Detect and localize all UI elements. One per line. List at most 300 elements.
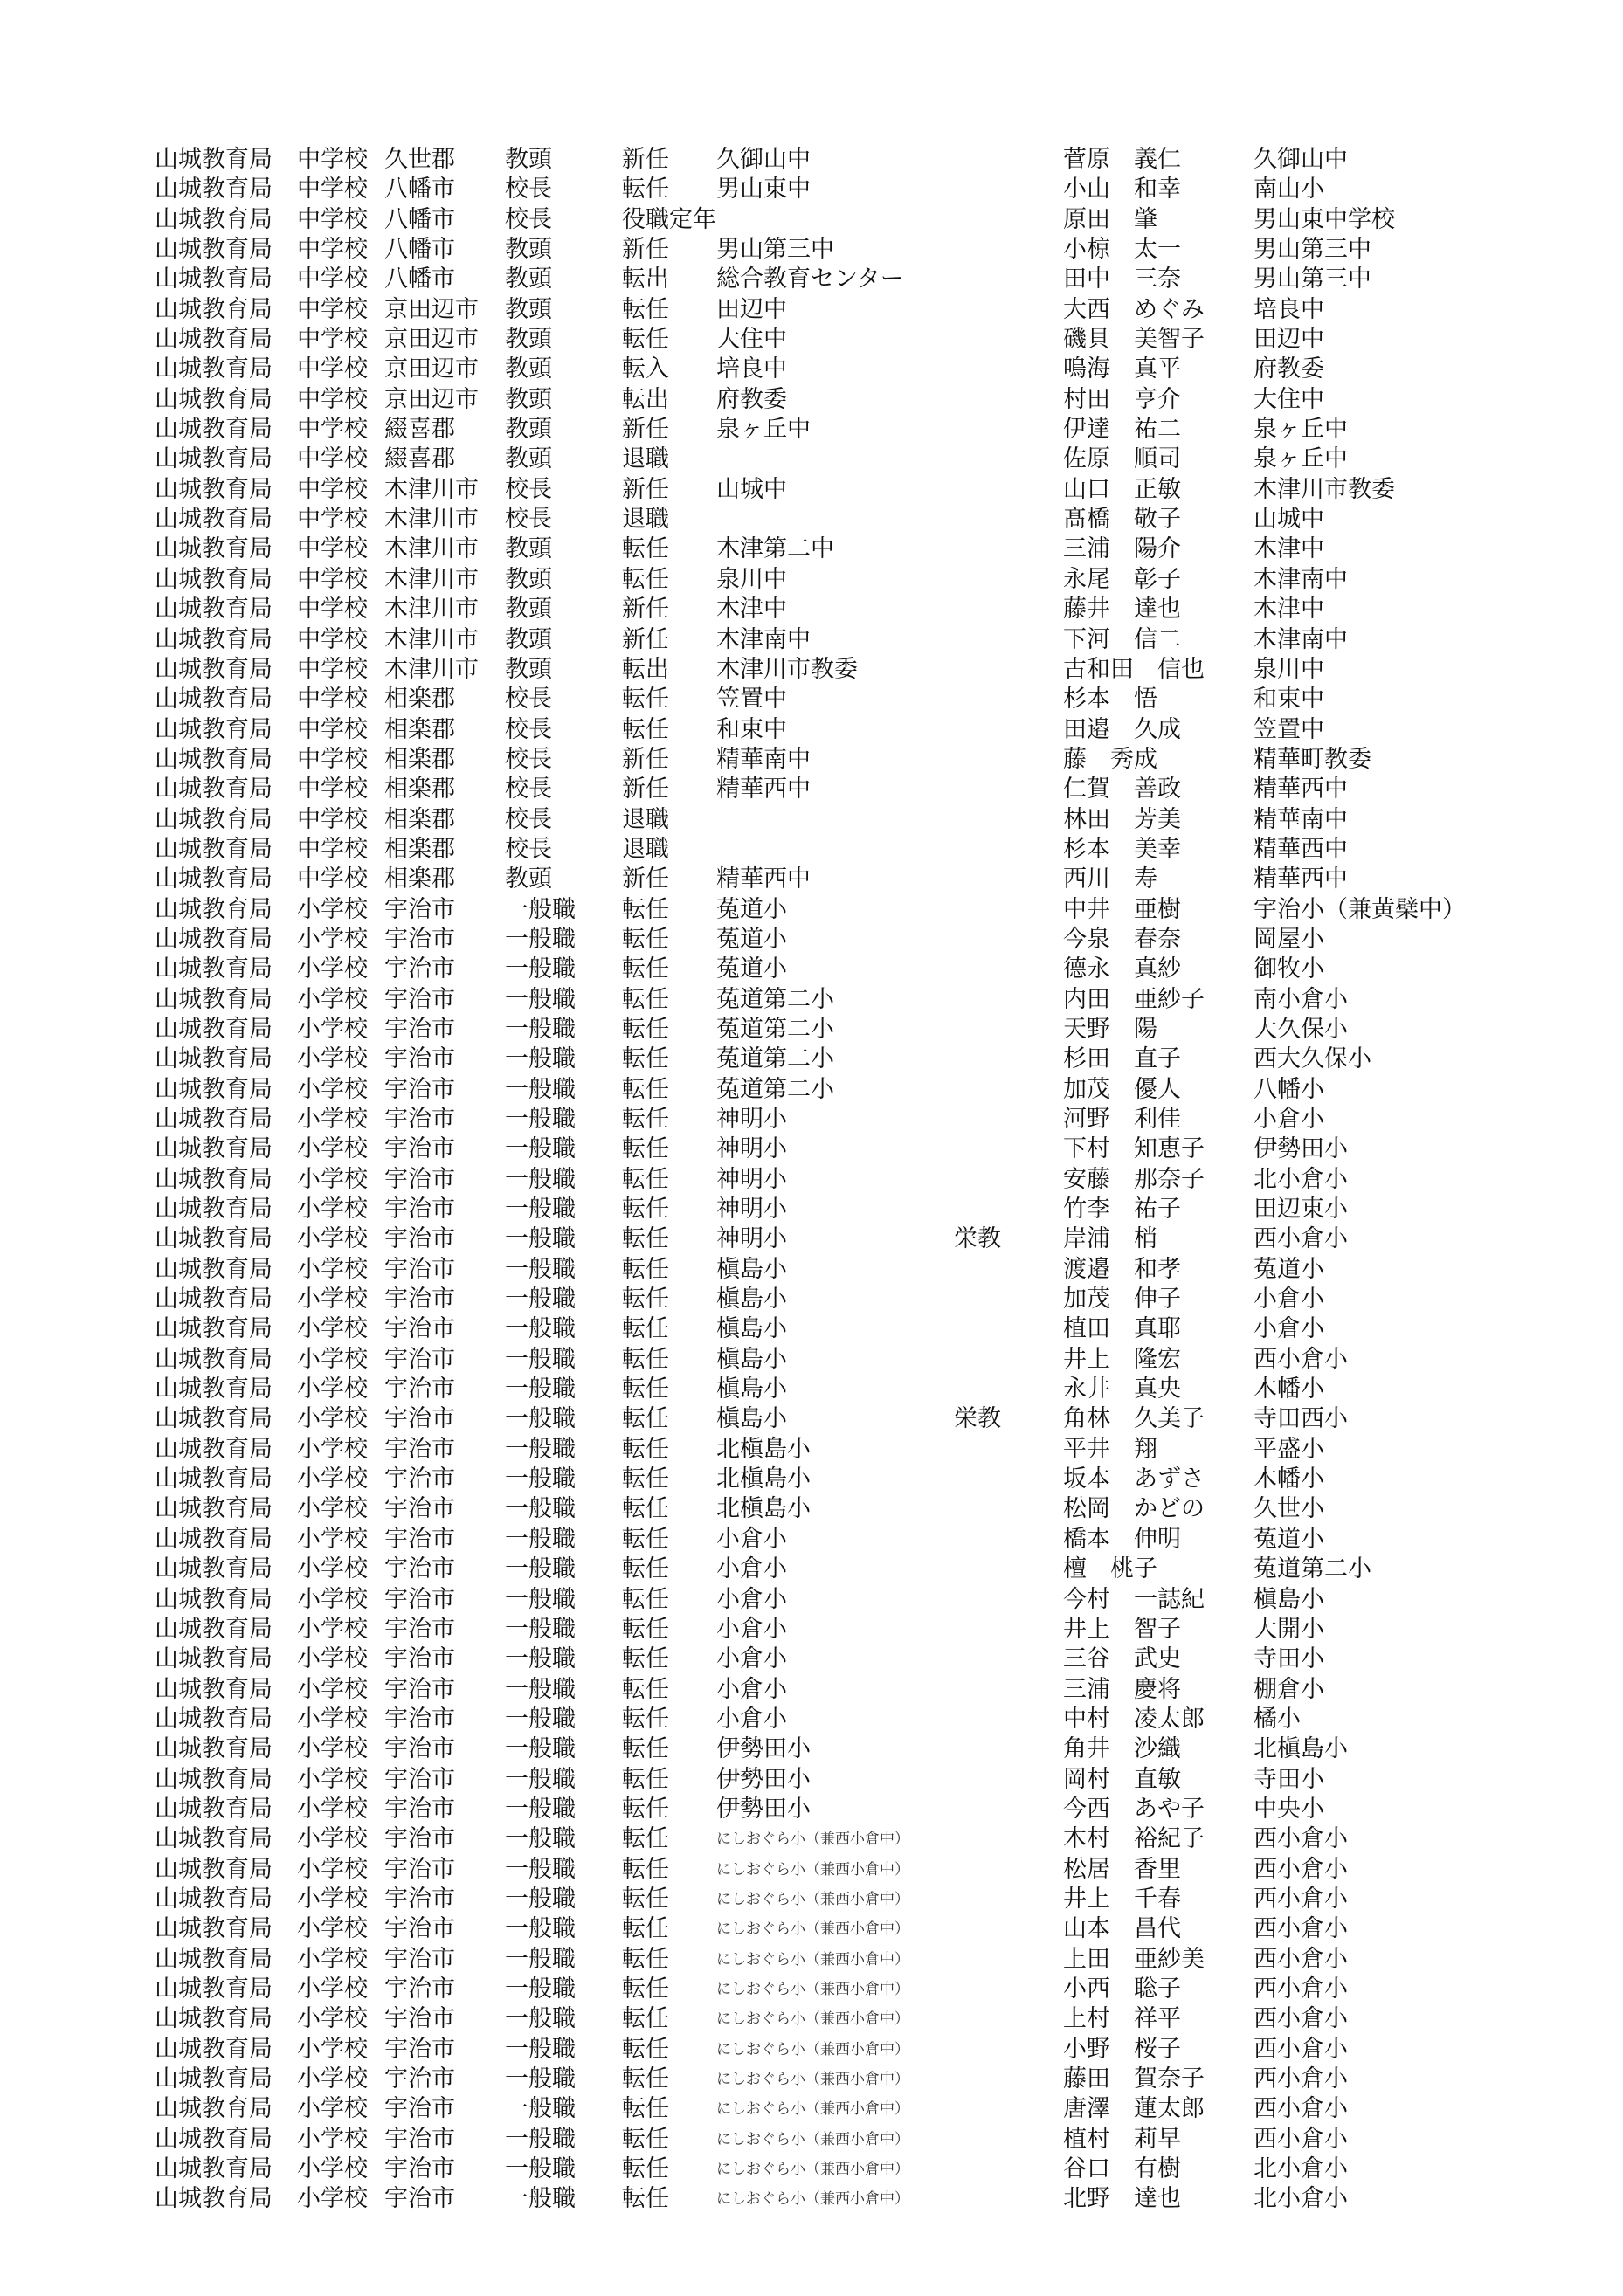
cell-area: 八幡市 [384, 205, 455, 233]
cell-change-type: 転任 [622, 1376, 669, 1403]
cell-bureau: 山城教育局 [155, 385, 273, 413]
cell-bureau: 山城教育局 [155, 1885, 273, 1913]
cell-school-level: 中学校 [297, 686, 368, 714]
table-row [0, 1705, 1623, 1734]
cell-previous-post: 寺田小 [1254, 1765, 1324, 1793]
cell-new-post: 神明小 [716, 1196, 787, 1224]
table-row [0, 1165, 1623, 1195]
table-row [0, 2065, 1623, 2094]
cell-position: 一般職 [505, 1015, 576, 1043]
cell-bureau: 山城教育局 [155, 1376, 273, 1403]
table-row [0, 2155, 1623, 2184]
cell-school-level: 中学校 [297, 535, 368, 563]
cell-area: 宇治市 [384, 1735, 455, 1763]
cell-change-type: 転任 [622, 895, 669, 923]
cell-name: 松居 香里 [1063, 1855, 1181, 1883]
cell-change-type: 転任 [622, 1465, 669, 1493]
cell-bureau: 山城教育局 [155, 295, 273, 323]
table-row [0, 295, 1623, 325]
cell-new-post: 小倉小 [716, 1645, 787, 1673]
cell-position: 校長 [505, 805, 552, 833]
cell-area: 木津川市 [384, 475, 479, 503]
cell-position: 校長 [505, 835, 552, 863]
cell-area: 綴喜郡 [384, 445, 455, 473]
cell-area: 宇治市 [384, 1915, 455, 1943]
cell-previous-post: 男山第三中 [1254, 236, 1371, 264]
cell-position: 一般職 [505, 1855, 576, 1883]
cell-area: 木津川市 [384, 596, 479, 624]
cell-bureau: 山城教育局 [155, 1675, 273, 1703]
table-row [0, 355, 1623, 384]
cell-position: 一般職 [505, 1405, 576, 1433]
cell-school-level: 小学校 [297, 1165, 368, 1193]
cell-previous-post: 木津中 [1254, 596, 1324, 624]
table-row [0, 1734, 1623, 1764]
cell-school-level: 中学校 [297, 295, 368, 323]
cell-new-post: にしおぐら小（兼西小倉中） [716, 1980, 909, 1998]
cell-school-level: 小学校 [297, 1106, 368, 1133]
cell-school-level: 中学校 [297, 385, 368, 413]
cell-area: 宇治市 [384, 985, 455, 1013]
cell-school-level: 中学校 [297, 805, 368, 833]
cell-bureau: 山城教育局 [155, 445, 273, 473]
cell-area: 相楽郡 [384, 745, 455, 773]
cell-new-post: 小倉小 [716, 1555, 787, 1583]
cell-name: 永尾 彰子 [1063, 565, 1181, 593]
cell-school-level: 小学校 [297, 985, 368, 1013]
cell-position: 一般職 [505, 1255, 576, 1283]
cell-position: 校長 [505, 745, 552, 773]
cell-area: 宇治市 [384, 1106, 455, 1133]
cell-school-level: 中学校 [297, 776, 368, 803]
table-row [0, 1824, 1623, 1854]
cell-new-post: 菟道第二小 [716, 1075, 834, 1103]
cell-previous-post: 中央小 [1254, 1795, 1324, 1823]
cell-previous-post: 泉ヶ丘中 [1254, 445, 1348, 473]
cell-name: 渡邉 和孝 [1063, 1255, 1181, 1283]
cell-school-level: 小学校 [297, 955, 368, 983]
cell-bureau: 山城教育局 [155, 506, 273, 534]
cell-area: 宇治市 [384, 1135, 455, 1163]
cell-new-post: にしおぐら小（兼西小倉中） [716, 1860, 909, 1879]
cell-new-post: 木津南中 [716, 625, 811, 653]
cell-name: 杉田 直子 [1063, 1045, 1181, 1073]
cell-previous-post: 北小倉小 [1254, 2155, 1348, 2183]
table-row [0, 385, 1623, 415]
cell-change-type: 転任 [622, 1075, 669, 1103]
cell-change-type: 転任 [622, 2185, 669, 2213]
cell-new-post: 泉川中 [716, 565, 787, 593]
cell-previous-post: 小倉小 [1254, 1315, 1324, 1343]
table-row [0, 1885, 1623, 1914]
cell-name: 平井 翔 [1063, 1435, 1157, 1463]
table-row [0, 1465, 1623, 1494]
cell-change-type: 退職 [622, 445, 669, 473]
cell-name: 林田 芳美 [1063, 805, 1181, 833]
cell-previous-post: 西小倉小 [1254, 1915, 1348, 1943]
cell-area: 宇治市 [384, 1015, 455, 1043]
cell-previous-post: 西小倉小 [1254, 2095, 1348, 2123]
cell-school-level: 小学校 [297, 1196, 368, 1224]
cell-school-level: 小学校 [297, 895, 368, 923]
cell-change-type: 新任 [622, 865, 669, 893]
table-row [0, 325, 1623, 355]
cell-new-post: 小倉小 [716, 1585, 787, 1613]
cell-bureau: 山城教育局 [155, 1255, 273, 1283]
cell-change-type: 転任 [622, 1405, 669, 1433]
cell-bureau: 山城教育局 [155, 1735, 273, 1763]
cell-area: 宇治市 [384, 1645, 455, 1673]
cell-change-type: 退職 [622, 835, 669, 863]
cell-position: 教頭 [505, 596, 552, 624]
cell-bureau: 山城教育局 [155, 2185, 273, 2213]
cell-name: 佐原 順司 [1063, 445, 1181, 473]
cell-new-post: 伊勢田小 [716, 1795, 811, 1823]
cell-previous-post: 北小倉小 [1254, 1165, 1348, 1193]
cell-change-type: 新任 [622, 236, 669, 264]
cell-position: 校長 [505, 776, 552, 803]
cell-previous-post: 田辺東小 [1254, 1196, 1348, 1224]
table-row [0, 595, 1623, 624]
cell-area: 相楽郡 [384, 805, 455, 833]
cell-note: 栄教 [954, 1225, 1001, 1253]
cell-bureau: 山城教育局 [155, 1045, 273, 1073]
cell-bureau: 山城教育局 [155, 1106, 273, 1133]
cell-area: 宇治市 [384, 1075, 455, 1103]
table-row [0, 1224, 1623, 1254]
cell-school-level: 小学校 [297, 1465, 368, 1493]
cell-position: 一般職 [505, 1795, 576, 1823]
cell-school-level: 中学校 [297, 715, 368, 743]
cell-name: 上村 祥平 [1063, 2005, 1181, 2033]
cell-bureau: 山城教育局 [155, 1615, 273, 1643]
cell-school-level: 小学校 [297, 1675, 368, 1703]
table-row [0, 1015, 1623, 1045]
cell-name: 木村 裕紀子 [1063, 1825, 1205, 1853]
cell-previous-post: 木幡小 [1254, 1465, 1324, 1493]
cell-new-post: にしおぐら小（兼西小倉中） [716, 2161, 909, 2179]
cell-name: 今村 一誌紀 [1063, 1585, 1205, 1613]
cell-change-type: 新任 [622, 625, 669, 653]
cell-name: 橋本 伸明 [1063, 1525, 1181, 1553]
cell-school-level: 中学校 [297, 146, 368, 173]
cell-area: 木津川市 [384, 506, 479, 534]
cell-bureau: 山城教育局 [155, 2095, 273, 2123]
cell-change-type: 新任 [622, 745, 669, 773]
cell-change-type: 転任 [622, 1705, 669, 1733]
cell-area: 宇治市 [384, 1795, 455, 1823]
cell-change-type: 転任 [622, 1345, 669, 1373]
cell-position: 教頭 [505, 535, 552, 563]
cell-bureau: 山城教育局 [155, 176, 273, 203]
table-row [0, 1134, 1623, 1164]
cell-bureau: 山城教育局 [155, 1975, 273, 2003]
cell-bureau: 山城教育局 [155, 1525, 273, 1553]
cell-area: 京田辺市 [384, 326, 479, 354]
cell-new-post: 田辺中 [716, 295, 787, 323]
table-row [0, 1045, 1623, 1074]
cell-school-level: 小学校 [297, 1045, 368, 1073]
cell-school-level: 中学校 [297, 355, 368, 383]
table-row [0, 985, 1623, 1015]
cell-school-level: 小学校 [297, 2035, 368, 2063]
cell-new-post: 笠置中 [716, 686, 787, 714]
cell-position: 一般職 [505, 1615, 576, 1643]
cell-previous-post: 山城中 [1254, 506, 1324, 534]
cell-area: 宇治市 [384, 1345, 455, 1373]
table-row [0, 835, 1623, 865]
cell-school-level: 小学校 [297, 1975, 368, 2003]
cell-change-type: 転任 [622, 1106, 669, 1133]
cell-new-post: 木津中 [716, 596, 787, 624]
cell-bureau: 山城教育局 [155, 1345, 273, 1373]
cell-area: 宇治市 [384, 1885, 455, 1913]
cell-position: 一般職 [505, 1585, 576, 1613]
cell-position: 一般職 [505, 1315, 576, 1343]
cell-bureau: 山城教育局 [155, 1405, 273, 1433]
cell-bureau: 山城教育局 [155, 1705, 273, 1733]
cell-position: 教頭 [505, 625, 552, 653]
cell-change-type: 転任 [622, 1015, 669, 1043]
cell-previous-post: 北小倉小 [1254, 2185, 1348, 2213]
table-row [0, 1914, 1623, 1944]
cell-previous-post: 棚倉小 [1254, 1675, 1324, 1703]
cell-position: 一般職 [505, 1435, 576, 1463]
cell-name: 加茂 優人 [1063, 1075, 1181, 1103]
table-row [0, 655, 1623, 685]
cell-bureau: 山城教育局 [155, 355, 273, 383]
cell-previous-post: 御牧小 [1254, 955, 1324, 983]
table-row [0, 505, 1623, 534]
cell-school-level: 小学校 [297, 1345, 368, 1373]
cell-school-level: 小学校 [297, 1315, 368, 1343]
table-row [0, 1644, 1623, 1674]
cell-school-level: 中学校 [297, 506, 368, 534]
cell-area: 宇治市 [384, 1376, 455, 1403]
cell-school-level: 小学校 [297, 1855, 368, 1883]
cell-name: 小椋 太一 [1063, 236, 1181, 264]
cell-bureau: 山城教育局 [155, 1765, 273, 1793]
cell-new-post: 槇島小 [716, 1255, 787, 1283]
cell-change-type: 転任 [622, 715, 669, 743]
cell-new-post: にしおぐら小（兼西小倉中） [716, 1831, 909, 1849]
cell-school-level: 中学校 [297, 236, 368, 264]
cell-school-level: 小学校 [297, 1585, 368, 1613]
cell-change-type: 転任 [622, 2155, 669, 2183]
cell-school-level: 中学校 [297, 445, 368, 473]
table-row [0, 865, 1623, 894]
cell-position: 教頭 [505, 655, 552, 683]
cell-area: 宇治市 [384, 925, 455, 953]
cell-change-type: 転任 [622, 1555, 669, 1583]
cell-previous-post: 男山第三中 [1254, 265, 1371, 293]
cell-previous-post: 久世小 [1254, 1495, 1324, 1523]
cell-previous-post: 西小倉小 [1254, 1345, 1348, 1373]
cell-area: 宇治市 [384, 1286, 455, 1313]
cell-area: 宇治市 [384, 1465, 455, 1493]
table-row [0, 1345, 1623, 1375]
table-row [0, 534, 1623, 564]
cell-name: 鳴海 真平 [1063, 355, 1181, 383]
cell-school-level: 中学校 [297, 865, 368, 893]
cell-area: 宇治市 [384, 2065, 455, 2093]
table-row [0, 1314, 1623, 1344]
cell-position: 教頭 [505, 265, 552, 293]
cell-bureau: 山城教育局 [155, 1315, 273, 1343]
cell-new-post: 北槇島小 [716, 1435, 811, 1463]
cell-bureau: 山城教育局 [155, 326, 273, 354]
cell-new-post: 小倉小 [716, 1525, 787, 1553]
cell-new-post: にしおぐら小（兼西小倉中） [716, 2190, 909, 2209]
cell-change-type: 転任 [622, 2005, 669, 2033]
cell-bureau: 山城教育局 [155, 2065, 273, 2093]
cell-previous-post: 八幡小 [1254, 1075, 1324, 1103]
cell-change-type: 転任 [622, 2125, 669, 2153]
cell-name: 藤井 達也 [1063, 596, 1181, 624]
table-row [0, 1945, 1623, 1975]
cell-change-type: 転任 [622, 1765, 669, 1793]
cell-bureau: 山城教育局 [155, 1585, 273, 1613]
cell-school-level: 小学校 [297, 1495, 368, 1523]
cell-new-post: にしおぐら小（兼西小倉中） [716, 1920, 909, 1939]
cell-name: 三浦 慶将 [1063, 1675, 1181, 1703]
cell-name: 古和田 信也 [1063, 655, 1205, 683]
cell-new-post: にしおぐら小（兼西小倉中） [716, 2010, 909, 2029]
cell-new-post: にしおぐら小（兼西小倉中） [716, 2040, 909, 2058]
cell-previous-post: 岡屋小 [1254, 925, 1324, 953]
cell-position: 教頭 [505, 236, 552, 264]
cell-bureau: 山城教育局 [155, 265, 273, 293]
table-row [0, 205, 1623, 235]
cell-change-type: 転任 [622, 1615, 669, 1643]
cell-position: 一般職 [505, 955, 576, 983]
cell-name: 菅原 義仁 [1063, 146, 1181, 173]
cell-bureau: 山城教育局 [155, 2005, 273, 2033]
cell-previous-post: 橘小 [1254, 1705, 1301, 1733]
cell-new-post: 泉ヶ丘中 [716, 416, 811, 444]
cell-area: 宇治市 [384, 1585, 455, 1613]
cell-position: 一般職 [505, 2185, 576, 2213]
cell-change-type: 転任 [622, 535, 669, 563]
cell-previous-post: 木津中 [1254, 535, 1324, 563]
cell-school-level: 中学校 [297, 265, 368, 293]
cell-bureau: 山城教育局 [155, 1135, 273, 1163]
cell-change-type: 新任 [622, 776, 669, 803]
table-row [0, 1615, 1623, 1644]
cell-new-post: 菟道小 [716, 955, 787, 983]
cell-new-post: 菟道第二小 [716, 1045, 834, 1073]
cell-change-type: 転任 [622, 1795, 669, 1823]
table-row [0, 625, 1623, 655]
cell-position: 校長 [505, 686, 552, 714]
cell-name: 原田 肇 [1063, 205, 1157, 233]
cell-change-type: 転任 [622, 1045, 669, 1073]
cell-position: 一般職 [505, 1885, 576, 1913]
cell-name: 小西 聡子 [1063, 1975, 1181, 2003]
cell-school-level: 小学校 [297, 1015, 368, 1043]
cell-bureau: 山城教育局 [155, 1286, 273, 1313]
table-row [0, 2035, 1623, 2065]
cell-previous-post: 西小倉小 [1254, 1825, 1348, 1853]
cell-bureau: 山城教育局 [155, 686, 273, 714]
table-row [0, 1404, 1623, 1434]
table-row [0, 2004, 1623, 2034]
cell-previous-post: 木津川市教委 [1254, 475, 1395, 503]
cell-previous-post: 宇治小（兼黄檗中） [1254, 895, 1466, 923]
cell-area: 宇治市 [384, 1165, 455, 1193]
table-row [0, 2125, 1623, 2155]
table-row [0, 1375, 1623, 1404]
cell-name: 田邉 久成 [1063, 715, 1181, 743]
cell-position: 一般職 [505, 1765, 576, 1793]
cell-position: 教頭 [505, 416, 552, 444]
cell-name: 藤田 賀奈子 [1063, 2065, 1205, 2093]
cell-position: 一般職 [505, 1135, 576, 1163]
cell-bureau: 山城教育局 [155, 1015, 273, 1043]
cell-area: 八幡市 [384, 176, 455, 203]
cell-previous-post: 槇島小 [1254, 1585, 1324, 1613]
cell-name: 仁賀 善政 [1063, 776, 1181, 803]
cell-school-level: 小学校 [297, 2065, 368, 2093]
cell-bureau: 山城教育局 [155, 2125, 273, 2153]
cell-position: 一般職 [505, 1465, 576, 1493]
cell-new-post: 槇島小 [716, 1345, 787, 1373]
cell-previous-post: 小倉小 [1254, 1286, 1324, 1313]
cell-bureau: 山城教育局 [155, 596, 273, 624]
cell-change-type: 転任 [622, 1855, 669, 1883]
cell-school-level: 小学校 [297, 1376, 368, 1403]
cell-area: 宇治市 [384, 1945, 455, 1973]
cell-area: 京田辺市 [384, 295, 479, 323]
cell-change-type: 転任 [622, 2065, 669, 2093]
cell-area: 宇治市 [384, 1555, 455, 1583]
cell-new-post: 山城中 [716, 475, 787, 503]
cell-name: 小野 桜子 [1063, 2035, 1181, 2063]
cell-new-post: 府教委 [716, 385, 787, 413]
table-row [0, 145, 1623, 175]
cell-previous-post: 西大久保小 [1254, 1045, 1371, 1073]
cell-bureau: 山城教育局 [155, 1495, 273, 1523]
cell-school-level: 中学校 [297, 565, 368, 593]
cell-new-post: 神明小 [716, 1106, 787, 1133]
cell-change-type: 転任 [622, 1135, 669, 1163]
cell-bureau: 山城教育局 [155, 2035, 273, 2063]
cell-bureau: 山城教育局 [155, 895, 273, 923]
table-row [0, 445, 1623, 474]
cell-previous-post: 南山小 [1254, 176, 1324, 203]
cell-position: 一般職 [505, 895, 576, 923]
cell-school-level: 中学校 [297, 745, 368, 773]
cell-change-type: 転任 [622, 1196, 669, 1224]
cell-name: 角井 沙織 [1063, 1735, 1181, 1763]
cell-area: 木津川市 [384, 655, 479, 683]
table-row [0, 1795, 1623, 1824]
cell-previous-post: 西小倉小 [1254, 1225, 1348, 1253]
cell-position: 教頭 [505, 385, 552, 413]
cell-area: 宇治市 [384, 1825, 455, 1853]
cell-change-type: 転任 [622, 1825, 669, 1853]
cell-school-level: 中学校 [297, 205, 368, 233]
cell-name: 村田 亨介 [1063, 385, 1181, 413]
cell-position: 一般職 [505, 1555, 576, 1583]
cell-change-type: 転任 [622, 925, 669, 953]
cell-change-type: 転任 [622, 1255, 669, 1283]
cell-position: 一般職 [505, 2095, 576, 2123]
cell-name: 山口 正敏 [1063, 475, 1181, 503]
cell-change-type: 転任 [622, 1915, 669, 1943]
cell-area: 木津川市 [384, 565, 479, 593]
cell-area: 宇治市 [384, 2005, 455, 2033]
